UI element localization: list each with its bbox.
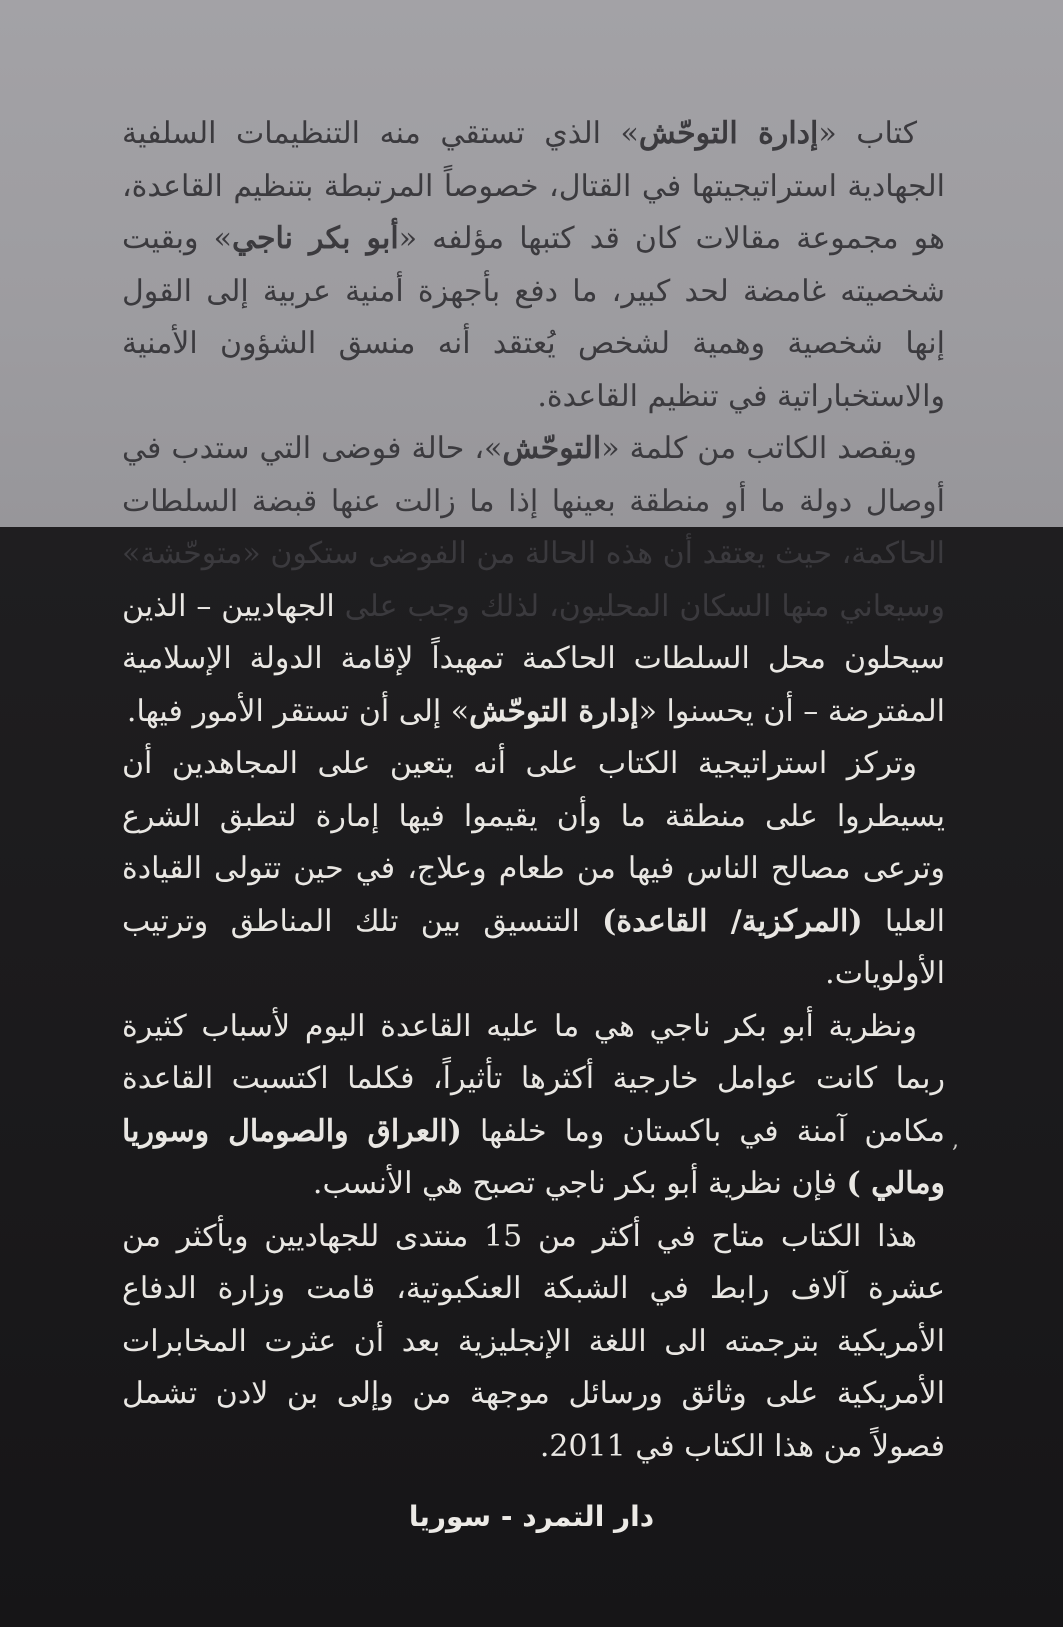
publisher-imprint: دار التمرد - سوريا (408, 1500, 655, 1533)
paragraph-1: كتاب «إدارة التوحّش» الذي تستقي منه التنظيمات السلفية الجهادية استراتيجيتها في القتال، خصوصاً المرتبطة بتنظيم القاعدة، هو مجموعة مقالات كان قد كتبها مؤلفه «أبو بكر ناجي» وبقيت شخصيته غامضة لحد كبير، ما دفع بأجهزة أمنية عربية إلى القول إنها شخصية وهمية لشخص يُعتقد أنه منسق الشؤون الأمنية والاستخباراتية في تنظيم القاعدة. (122, 116, 945, 414)
leadership-term: (المركزية/ القاعدة) (602, 903, 863, 939)
key-term: التوحّش (502, 431, 602, 466)
paragraph-2: ويقصد الكاتب من كلمة «التوحّش»، حالة فوضى التي ستدب في أوصال دولة ما أو منطقة بعينها إذا ما زالت عنها قبضة السلطات الحاكمة، حيث يعتقد أن هذه الحالة من الفوضى ستكون «متوحّشة» وسيعاني منها السكان المحليون، لذلك وجب على الجهاديين – الذين سيحلون محل السلطات الحاكمة تمهيداً لإقامة الدولة الإسلامية المفترضة – أن يحسنوا «إدارة التوحّش» إلى أن تستقر الأمور فيها. (122, 431, 945, 729)
author-name: أبو بكر ناجي (231, 221, 399, 256)
book-title-repeat: إدارة التوحّش (469, 693, 639, 729)
countries-list: (العراق والصومال وسوريا ومالي ) (122, 1113, 945, 1201)
blurb-text (122, 108, 945, 1473)
paragraph-3: وتركز استراتيجية الكتاب على أنه يتعين على المجاهدين أن يسيطروا على منطقة ما وأن يقيموا فيها إمارة لتطبق الشرع وترعى مصالح الناس فيها من طعام وعلاج، في حين تتولى القيادة العليا (المركزية/ القاعدة) التنسيق بين تلك المناطق وترتيب الأولويات. (122, 746, 946, 991)
stray-mark: , (952, 1128, 959, 1153)
paragraph-4: ونظرية أبو بكر ناجي هي ما عليه القاعدة اليوم لأسباب كثيرة ربما كانت عوامل خارجية أكثرها تأثيراً، فكلما اكتسبت القاعدة مكامن آمنة في باكستان وما خلفها (العراق والصومال وسوريا ومالي ) فإن نظرية أبو بكر ناجي تصبح هي الأنسب. (122, 1008, 945, 1201)
paragraph-5: هذا الكتاب متاح في أكثر من 15 منتدى للجهاديين وبأكثر من عشرة آلاف رابط في الشبكة العنكبوتية، قامت وزارة الدفاع الأمريكية بترجمته الى اللغة الإنجليزية بعد أن عثرت المخابرات الأمريكية على وثائق ورسائل موجهة من وإلى بن لادن تشمل فصولاً من هذا الكتاب في 2011. (122, 1218, 945, 1464)
book-title: إدارة التوحّش (638, 116, 819, 151)
